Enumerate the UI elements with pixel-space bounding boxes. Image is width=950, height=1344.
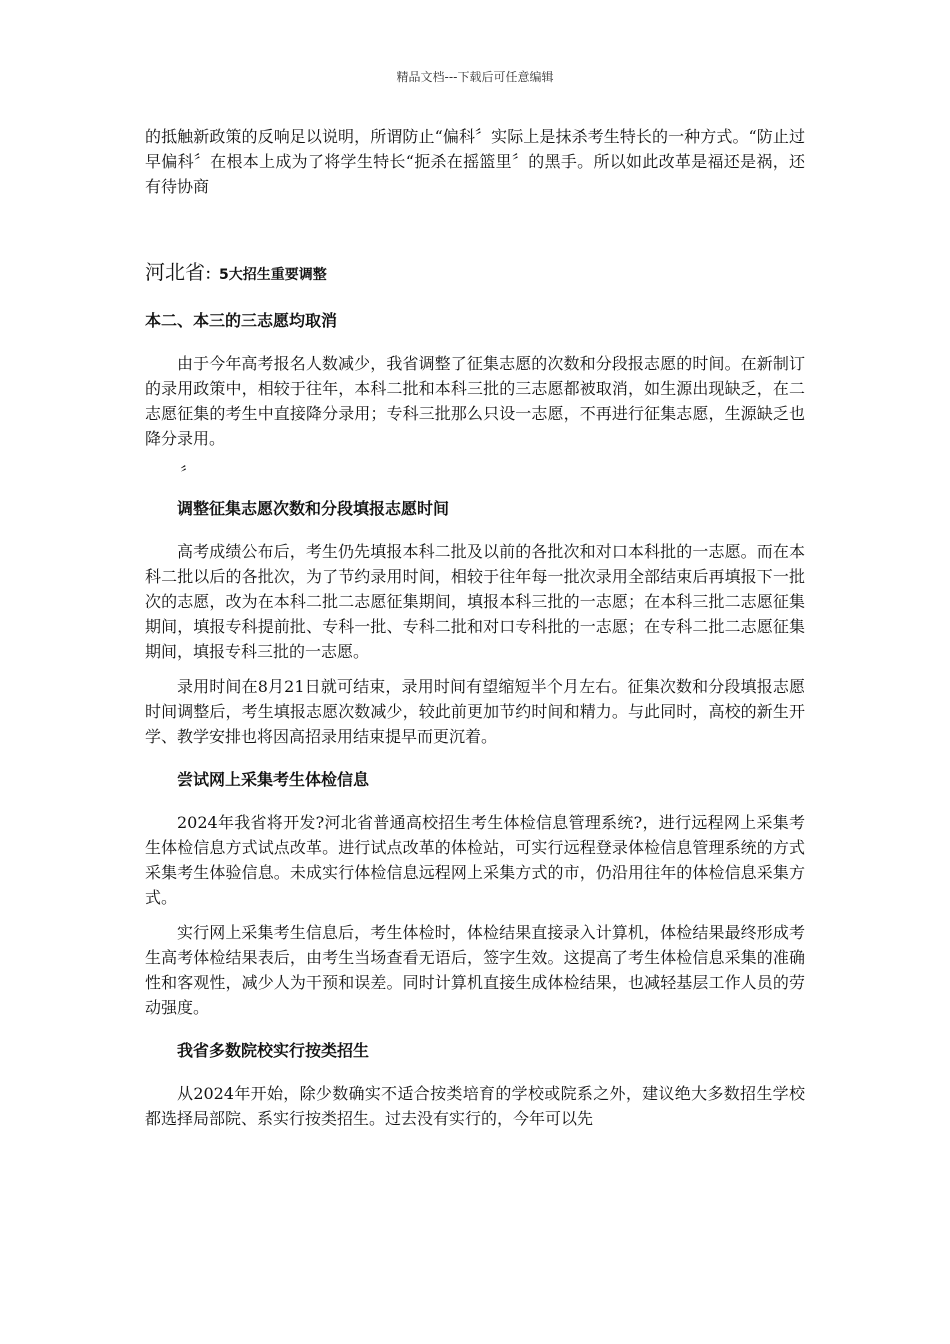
intro-paragraph: 的抵触新政策的反响足以说明，所谓防止“偏科〞实际上是抹杀考生特长的一种方式。“防止过早偏科〞在根本上成为了将学生特长“扼杀在摇篮里〞的黑手。所以如此改革是福还是祸，还有待协商 bbox=[145, 127, 805, 196]
paragraph-category-admission: 从2024年开始，除少数确实不适合按类培育的学校或院系之外，建议绝大多数招生学校都选择局部院、系实行按类招生。过去没有实行的，今年可以先 bbox=[145, 1084, 805, 1128]
paragraph-admission-time: 录用时间在8月21日就可结束，录用时间有望缩短半个月左右。征集次数和分段填报志愿时间调整后，考生填报志愿次数减少，较此前更加节约时间和精力。与此同时，高校的新生开学、教学安排也将因高招录用结束提早而更沉着。 bbox=[145, 677, 805, 746]
document-body bbox=[145, 124, 805, 1131]
heading-adjust-application: 调整征集志愿次数和分段填报志愿时间 bbox=[177, 499, 450, 518]
paragraph-health-online: 实行网上采集考生信息后，考生体检时，体检结果直接录入计算机，体检结果最终形成考生高考体检结果表后，由考生当场查看无语后，签字生效。这提高了考生体检信息采集的准确性和客观性，减少人为干预和误差。同时计算机直接生成体检结果，也减轻基层工作人员的劳动强度。 bbox=[145, 923, 805, 1017]
section-title bbox=[145, 257, 805, 290]
paragraph-health-system: 2024年我省将开发?河北省普通高校招生考生体检信息管理系统?，进行远程网上采集考生体检信息方式试点改革。进行试点改革的体检站，可实行远程登录体检信息管理系统的方式采集考生体验信息。未成实行体检信息远程网上采集方式的市，仍沿用往年的体检信息采集方式。 bbox=[145, 813, 805, 907]
page-header: 精品文档---下载后可任意编辑 bbox=[396, 70, 554, 84]
section-title-main: 河北省 bbox=[145, 260, 205, 284]
paragraph-cancel-third-choice: 由于今年高考报名人数减少，我省调整了征集志愿的次数和分段报志愿的时间。在新制订的录用政策中，相较于往年，本科二批和本科三批的三志愿都被取消，如生源出现缺乏，在二志愿征集的考生中直接降分录用；专科三批那么只设一志愿，不再进行征集志愿，生源缺乏也降分录用。 bbox=[145, 354, 805, 448]
quote-mark: 〞 bbox=[180, 464, 197, 483]
section-title-sub: 5大招生重要调整 bbox=[219, 267, 327, 283]
section-title-sep: ： bbox=[205, 267, 219, 283]
heading-category-admission: 我省多数院校实行按类招生 bbox=[177, 1041, 370, 1060]
heading-cancel-third-choice: 本二、本三的三志愿均取消 bbox=[145, 311, 338, 330]
paragraph-adjust-application: 高考成绩公布后，考生仍先填报本科二批及以前的各批次和对口本科批的一志愿。而在本科二批以后的各批次，为了节约录用时间，相较于往年每一批次录用全部结束后再填报下一批次的志愿，改为在本科二批二志愿征集期间，填报本科三批的一志愿；在本科三批二志愿征集期间，填报专科提前批、专科一批、专科二批和对口专科批的一志愿；在专科二批二志愿征集期间，填报专科三批的一志愿。 bbox=[145, 542, 805, 661]
heading-online-health-check: 尝试网上采集考生体检信息 bbox=[177, 770, 370, 789]
